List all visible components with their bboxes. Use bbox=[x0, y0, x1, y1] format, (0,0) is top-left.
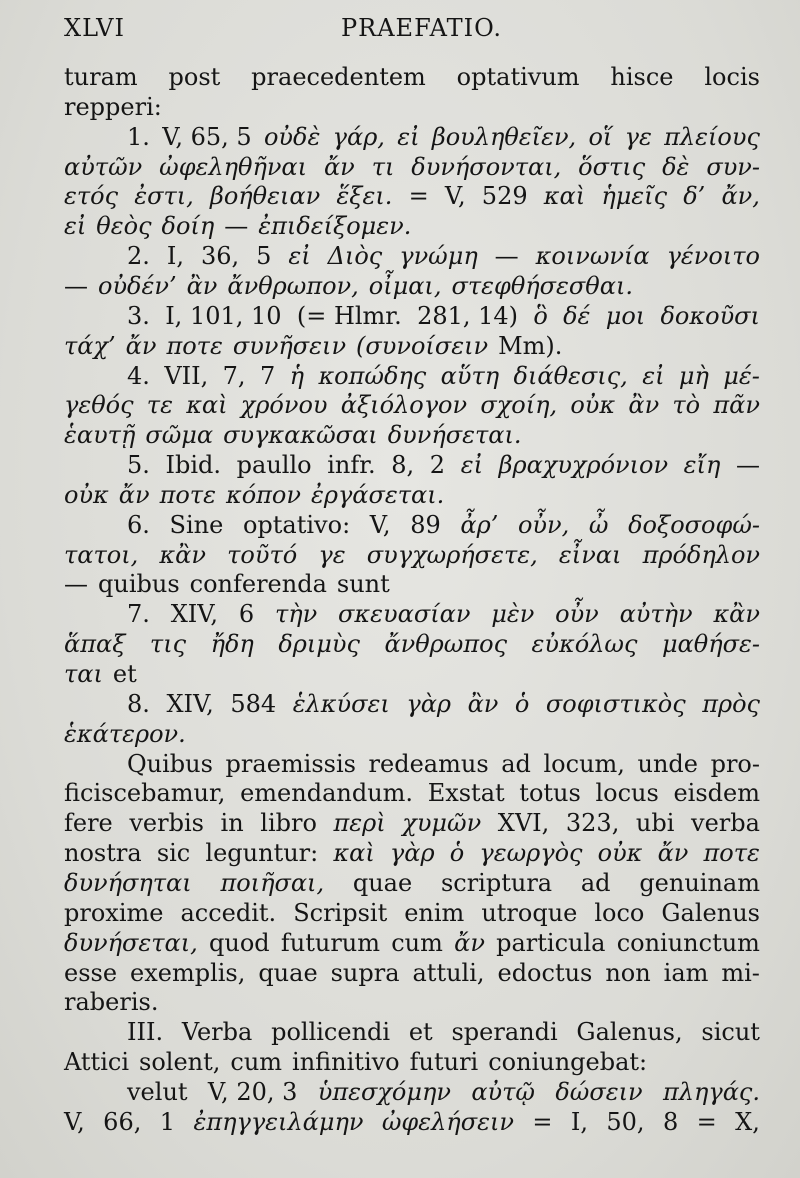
word: εἴη bbox=[683, 451, 721, 479]
word: αὐτὴν bbox=[619, 600, 693, 628]
word: totus bbox=[519, 779, 581, 807]
word: μέ- bbox=[723, 362, 760, 390]
word: 6. bbox=[127, 511, 150, 539]
word: cum bbox=[230, 1048, 283, 1076]
word: turam bbox=[64, 63, 138, 91]
word: 584 bbox=[230, 690, 277, 718]
word: ἄνθρωπον, bbox=[227, 272, 359, 300]
word: 8 bbox=[662, 1108, 679, 1136]
running-header bbox=[64, 14, 764, 50]
text-line bbox=[64, 478, 760, 512]
word: hisce bbox=[610, 63, 674, 91]
word: 8, bbox=[391, 451, 415, 479]
word: τε bbox=[146, 391, 173, 419]
word: καὶ bbox=[333, 839, 375, 867]
word: ἐπιδείξομεν. bbox=[258, 212, 412, 240]
word: X, bbox=[735, 1108, 760, 1136]
word: — bbox=[494, 242, 519, 270]
word: δυνήσηται bbox=[64, 869, 192, 897]
word: ἂν bbox=[186, 272, 218, 300]
word: γε bbox=[318, 541, 346, 569]
text-line bbox=[64, 627, 760, 661]
word: 50, bbox=[606, 1108, 645, 1136]
word: — bbox=[64, 570, 88, 598]
word: et bbox=[408, 1018, 433, 1046]
word: ἐστι, bbox=[134, 182, 194, 210]
word: 3. bbox=[127, 302, 150, 330]
word: attuli, bbox=[412, 959, 485, 987]
word: εἰ bbox=[642, 362, 665, 390]
text-line bbox=[64, 209, 760, 243]
word: ἤδη bbox=[210, 630, 254, 658]
word: ἆρ’ bbox=[460, 511, 499, 539]
word: πᾶν bbox=[713, 391, 760, 419]
word: infinitivo bbox=[292, 1048, 400, 1076]
word: δὲ bbox=[662, 153, 690, 181]
word: iam bbox=[663, 959, 709, 987]
word: εἰ bbox=[64, 212, 87, 240]
word: κἂν bbox=[713, 600, 760, 628]
text-line bbox=[64, 1075, 760, 1109]
text-line bbox=[64, 60, 760, 94]
word: αὕτη bbox=[440, 362, 500, 390]
text-line bbox=[64, 836, 760, 870]
word: ὑπεσχόμην bbox=[317, 1078, 451, 1106]
word: Attici bbox=[64, 1048, 129, 1076]
word: loco bbox=[594, 899, 645, 927]
word: Galenus bbox=[661, 899, 760, 927]
word: γένοιτο bbox=[666, 242, 760, 270]
text-line bbox=[64, 866, 760, 900]
word: ὦ bbox=[588, 511, 609, 539]
word: γε bbox=[624, 123, 652, 151]
word: ἄν bbox=[118, 481, 150, 509]
word: locus bbox=[595, 779, 659, 807]
word: εἰ bbox=[460, 451, 483, 479]
word: συν- bbox=[706, 153, 760, 181]
word: ἅπαξ bbox=[64, 630, 126, 658]
word: — bbox=[224, 212, 249, 240]
word: ubi bbox=[635, 809, 675, 837]
word: 7. bbox=[127, 600, 150, 628]
word: γὰρ bbox=[406, 690, 452, 718]
word: ὠφεληθῆναι bbox=[159, 153, 308, 181]
word: ὃ bbox=[533, 302, 548, 330]
text-line bbox=[64, 597, 760, 631]
word: pro- bbox=[710, 750, 760, 778]
word: σῶμα bbox=[145, 421, 214, 449]
word: XIV, bbox=[166, 690, 214, 718]
word: edoctus bbox=[497, 959, 593, 987]
word: Galenus, bbox=[576, 1018, 683, 1046]
word: ἐργάσεται. bbox=[310, 481, 445, 509]
word: eisdem bbox=[673, 779, 760, 807]
word: χρόνου bbox=[240, 391, 328, 419]
word: I, bbox=[570, 1108, 588, 1136]
word: γεθός bbox=[64, 391, 134, 419]
word: πληγάς. bbox=[663, 1078, 760, 1106]
word: δριμὺς bbox=[278, 630, 360, 658]
word: δ’ bbox=[683, 182, 706, 210]
word: αὐτῷ bbox=[471, 1078, 535, 1106]
word: accedit. bbox=[180, 899, 277, 927]
word: coniunctum bbox=[616, 929, 760, 957]
word: quod bbox=[209, 929, 270, 957]
word: praecedentem bbox=[251, 63, 426, 91]
word: particula bbox=[496, 929, 606, 957]
text-line bbox=[64, 717, 760, 751]
word: fere bbox=[64, 809, 113, 837]
word: δώσειν bbox=[555, 1078, 643, 1106]
word: οἶμαι, bbox=[368, 272, 442, 300]
word: βραχυχρόνιον bbox=[498, 451, 669, 479]
word: Scripsit bbox=[293, 899, 388, 927]
page-number: XLVI bbox=[64, 14, 125, 42]
word: futurum bbox=[280, 929, 381, 957]
word: μαθήσε- bbox=[661, 630, 760, 658]
word: ποτε bbox=[703, 839, 760, 867]
word: ἀξιόλογον bbox=[340, 391, 468, 419]
word: quae bbox=[258, 959, 318, 987]
word: καὶ bbox=[543, 182, 586, 210]
word: κοπώδης bbox=[318, 362, 427, 390]
word: 4. bbox=[127, 362, 150, 390]
word: ficiscebamur, bbox=[64, 779, 226, 807]
word: post bbox=[168, 63, 221, 91]
word: σοφιστικὸς bbox=[545, 690, 686, 718]
word: μὲν bbox=[491, 600, 535, 628]
word: δοξοσοφώ- bbox=[628, 511, 760, 539]
word: ποτε bbox=[166, 332, 223, 360]
word: θεὸς bbox=[96, 212, 152, 240]
word: ἐπηγγειλάμην bbox=[193, 1108, 364, 1136]
word: et bbox=[112, 660, 137, 688]
word: ἑαυτῇ bbox=[64, 421, 136, 449]
word: verba bbox=[691, 809, 760, 837]
word: Sine bbox=[169, 511, 224, 539]
word: quae bbox=[352, 869, 413, 897]
text-line bbox=[64, 120, 760, 154]
word: — bbox=[64, 272, 88, 300]
text-line bbox=[64, 1105, 760, 1139]
word: 2. bbox=[127, 242, 150, 270]
word: praemissis bbox=[225, 750, 356, 778]
word: sperandi bbox=[451, 1018, 558, 1046]
word: 281, 14) bbox=[417, 302, 519, 330]
word: ἄν bbox=[125, 332, 157, 360]
word: ποτε bbox=[159, 481, 216, 509]
word: sic bbox=[156, 839, 191, 867]
word: κόπον bbox=[225, 481, 301, 509]
word: 8. bbox=[127, 690, 150, 718]
text-line bbox=[64, 687, 760, 721]
word: = bbox=[696, 1108, 717, 1136]
word: καὶ bbox=[186, 391, 228, 419]
word: proxime bbox=[64, 899, 164, 927]
word: redeamus bbox=[368, 750, 489, 778]
word: γεωργὸς bbox=[479, 839, 583, 867]
word: οὐκ bbox=[64, 481, 109, 509]
word: I, bbox=[166, 242, 184, 270]
text-line bbox=[64, 329, 760, 363]
word: libro bbox=[260, 809, 317, 837]
word: οὐδὲ bbox=[263, 123, 321, 151]
word: τι bbox=[371, 153, 395, 181]
word: (συνοίσειν bbox=[356, 332, 489, 360]
word: διάθεσις, bbox=[513, 362, 628, 390]
word: esse bbox=[64, 959, 118, 987]
word: ὁ bbox=[449, 839, 465, 867]
word: V, bbox=[444, 182, 466, 210]
word: στεφθήσεσθαι. bbox=[451, 272, 633, 300]
word: = bbox=[408, 182, 429, 210]
word: sunt bbox=[336, 570, 390, 598]
word: γάρ, bbox=[332, 123, 385, 151]
word: ἡ bbox=[289, 362, 305, 390]
word: leguntur: bbox=[205, 839, 319, 867]
word: verbis bbox=[129, 809, 204, 837]
word: τις bbox=[149, 630, 187, 658]
text-line bbox=[64, 567, 760, 601]
word: γνώμη bbox=[399, 242, 478, 270]
running-title: PRAEFATIO. bbox=[341, 14, 503, 42]
word: δοκοῦσι bbox=[660, 302, 760, 330]
word: = bbox=[532, 1108, 553, 1136]
word: ἄν, bbox=[721, 182, 760, 210]
word: 5. bbox=[127, 451, 150, 479]
word: ad bbox=[580, 869, 611, 897]
word: V, 65, 5 bbox=[162, 123, 252, 151]
word: τὸ bbox=[672, 391, 701, 419]
text-line bbox=[64, 418, 760, 452]
word: conferenda bbox=[189, 570, 327, 598]
word: ἑκάτερον. bbox=[64, 720, 186, 748]
text-line bbox=[64, 179, 760, 213]
word: οὖν, bbox=[517, 511, 570, 539]
word: σκευασίαν bbox=[338, 600, 471, 628]
word: ται bbox=[64, 660, 103, 688]
word: Exstat bbox=[427, 779, 505, 807]
word: ετός bbox=[64, 182, 119, 210]
word: pollicendi bbox=[271, 1018, 391, 1046]
word: Mm). bbox=[498, 332, 563, 360]
word: αὐτῶν bbox=[64, 153, 143, 181]
word: optativo: bbox=[242, 511, 351, 539]
word: εὐκόλως bbox=[531, 630, 638, 658]
word: ad bbox=[501, 750, 531, 778]
text-line bbox=[64, 299, 760, 333]
word: περὶ bbox=[333, 809, 386, 837]
word: οἵ bbox=[588, 123, 613, 151]
word: non bbox=[605, 959, 651, 987]
word: δυνήσεται, bbox=[64, 929, 198, 957]
word: XVI, bbox=[497, 809, 550, 837]
word: γὰρ bbox=[389, 839, 435, 867]
word: (= Hlmr. bbox=[296, 302, 402, 330]
word: Διὸς bbox=[327, 242, 383, 270]
word: V, 20, 3 bbox=[207, 1078, 298, 1106]
word: ἄν bbox=[657, 839, 689, 867]
word: πρὸς bbox=[702, 690, 760, 718]
word: εἰ bbox=[288, 242, 311, 270]
word: in bbox=[220, 809, 244, 837]
word: τὴν bbox=[274, 600, 318, 628]
word: futuri bbox=[409, 1048, 479, 1076]
text-line bbox=[64, 1045, 760, 1079]
word: τάχ’ bbox=[64, 332, 116, 360]
word: repperi: bbox=[64, 93, 162, 121]
text-line bbox=[64, 90, 760, 124]
word: Verba bbox=[181, 1018, 253, 1046]
word: Ibid. bbox=[165, 451, 222, 479]
word: coniungebat: bbox=[488, 1048, 648, 1076]
word: συγκακῶσαι bbox=[223, 421, 378, 449]
word: 66, bbox=[103, 1108, 142, 1136]
word: supra bbox=[330, 959, 400, 987]
word: βοήθειαν bbox=[209, 182, 321, 210]
text-line bbox=[64, 926, 760, 960]
word: I, 101, 10 bbox=[165, 302, 282, 330]
word: 36, bbox=[200, 242, 240, 270]
word: mi- bbox=[721, 959, 760, 987]
word: 323, bbox=[565, 809, 620, 837]
word: genuinam bbox=[639, 869, 760, 897]
word: 7 bbox=[259, 362, 276, 390]
word: ἑλκύσει bbox=[292, 690, 390, 718]
word: paullo bbox=[236, 451, 312, 479]
word: ἄν bbox=[323, 153, 355, 181]
word: εἶναι bbox=[558, 541, 622, 569]
word: quibus bbox=[98, 570, 180, 598]
word: ὅστις bbox=[578, 153, 646, 181]
word: 89 bbox=[410, 511, 441, 539]
text-line bbox=[64, 269, 760, 303]
word: cum bbox=[391, 929, 443, 957]
word: οὖν bbox=[555, 600, 599, 628]
word: ἕξει. bbox=[336, 182, 393, 210]
word: δοίη bbox=[161, 212, 215, 240]
text-line bbox=[64, 388, 760, 422]
word: οὐκ bbox=[597, 839, 643, 867]
word: solent, bbox=[139, 1048, 221, 1076]
word: 2 bbox=[429, 451, 446, 479]
word: 5 bbox=[256, 242, 272, 270]
word: optativum bbox=[456, 63, 580, 91]
word: 1. bbox=[127, 123, 150, 151]
word: εἰ bbox=[397, 123, 420, 151]
word: locis bbox=[704, 63, 760, 91]
text-line bbox=[64, 896, 760, 930]
text-line bbox=[64, 448, 760, 482]
word: III. bbox=[127, 1018, 164, 1046]
word: utroque bbox=[481, 899, 578, 927]
word: emendandum. bbox=[240, 779, 414, 807]
word: πρόδηλον bbox=[642, 541, 760, 569]
word: μοι bbox=[605, 302, 646, 330]
word: ὠφελήσειν bbox=[381, 1108, 514, 1136]
word: δυνήσεται. bbox=[387, 421, 522, 449]
text-line bbox=[64, 1015, 760, 1049]
word: locum, bbox=[543, 750, 625, 778]
word: ἂν bbox=[628, 391, 660, 419]
word: κἂν bbox=[159, 541, 206, 569]
word: sicut bbox=[701, 1018, 760, 1046]
word: Quibus bbox=[127, 750, 213, 778]
word: ἄνθρωπος bbox=[384, 630, 508, 658]
word: συνῆσειν bbox=[232, 332, 347, 360]
word: οὐκ bbox=[570, 391, 616, 419]
word: scriptura bbox=[440, 869, 553, 897]
word: δέ bbox=[563, 302, 591, 330]
word: exemplis, bbox=[130, 959, 246, 987]
word: δυνήσονται, bbox=[411, 153, 562, 181]
text-line bbox=[64, 776, 760, 810]
text-line bbox=[64, 657, 760, 691]
word: raberis. bbox=[64, 988, 159, 1016]
word: XIV, bbox=[170, 600, 219, 628]
word: κοινωνία bbox=[535, 242, 650, 270]
word: ἂν bbox=[467, 690, 499, 718]
word: μὴ bbox=[678, 362, 709, 390]
word: unde bbox=[637, 750, 698, 778]
text-line bbox=[64, 806, 760, 840]
word: — bbox=[735, 451, 760, 479]
text-line bbox=[64, 508, 760, 542]
word: ὁ bbox=[514, 690, 530, 718]
text-line bbox=[64, 985, 760, 1019]
word: χυμῶν bbox=[402, 809, 482, 837]
word: 529 bbox=[481, 182, 528, 210]
text-line bbox=[64, 239, 760, 273]
word: ἡμεῖς bbox=[601, 182, 668, 210]
word: 1 bbox=[159, 1108, 176, 1136]
word: velut bbox=[127, 1078, 188, 1106]
word: τοῦτό bbox=[227, 541, 298, 569]
word: enim bbox=[404, 899, 465, 927]
word: πλείους bbox=[664, 123, 760, 151]
word: V, bbox=[64, 1108, 85, 1136]
word: VII, bbox=[164, 362, 209, 390]
word: V, bbox=[369, 511, 391, 539]
word: συγχωρήσετε, bbox=[366, 541, 538, 569]
word: τατοι, bbox=[64, 541, 139, 569]
word: infr. bbox=[327, 451, 376, 479]
word: nostra bbox=[64, 839, 142, 867]
word: βουληθεῖεν, bbox=[431, 123, 577, 151]
word: 6 bbox=[238, 600, 255, 628]
word: 7, bbox=[222, 362, 246, 390]
word: ἄν bbox=[454, 929, 485, 957]
word: ποιῆσαι, bbox=[220, 869, 325, 897]
word: οὐδέν’ bbox=[98, 272, 177, 300]
word: σχοίη, bbox=[480, 391, 558, 419]
